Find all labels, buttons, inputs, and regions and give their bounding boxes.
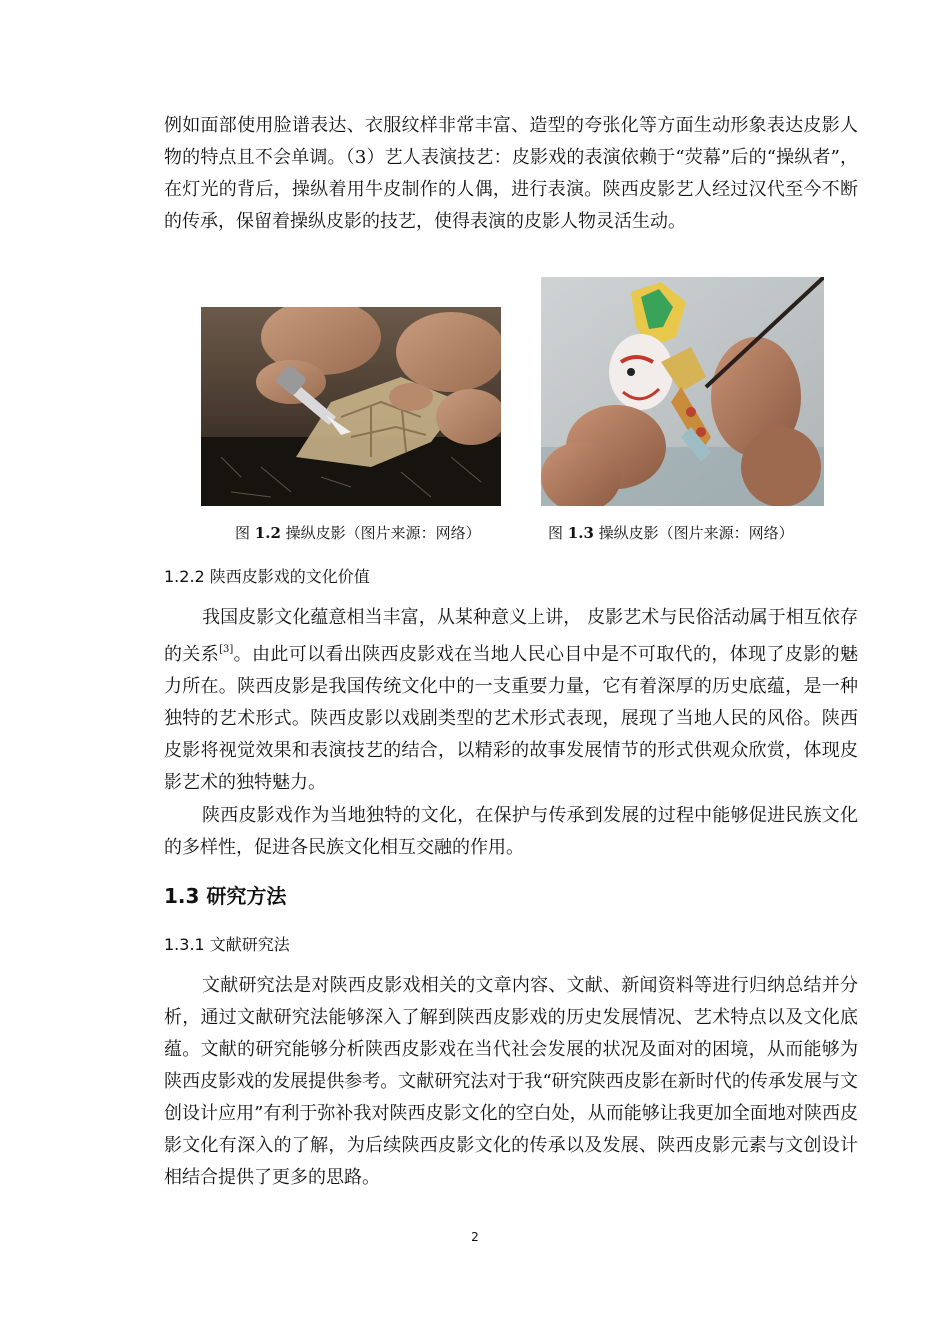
figure-1-3-caption	[548, 522, 794, 543]
figure-1-2-caption-prefix: 图	[235, 524, 255, 542]
figure-1-2-caption	[235, 522, 481, 543]
figure-1-2-caption-text: 操纵皮影（图片来源：网络）	[280, 524, 481, 542]
section-1-2-2-paragraph-2: 陕西皮影戏作为当地独特的文化，在保护与传承到发展的过程中能够促进民族文化的多样性，促进各民族文化相互交融的作用。	[164, 805, 858, 858]
figure-1-3-caption-text: 操纵皮影（图片来源：网络）	[593, 524, 794, 542]
section-1-2-2-text-b: 。由此可以看出陕西皮影戏在当地人民心目中是不可取代的，体现了皮影的魅力所在。陕西皮影是我国传统文化中的一支重要力量，它有着深厚的历史底蕴，是一种独特的艺术形式。陕西皮影以戏剧类型的艺术形式表现，展现了当地人民的风俗。陕西皮影将视觉效果和表演技艺的结合，以精彩的故事发展情节的形式供观众欣赏，体现皮影艺术的独特魅力。	[164, 644, 859, 793]
heading-1-3: 1.3 研究方法	[164, 884, 287, 908]
citation-3: [3]	[219, 644, 234, 655]
figure-1-3-image	[541, 277, 824, 506]
figure-1-3-caption-prefix: 图	[548, 524, 568, 542]
heading-1-3-1: 1.3.1 文献研究法	[164, 935, 290, 954]
figure-1-2-number: 1.2	[254, 524, 281, 542]
intro-paragraph: 例如面部使用脸谱表达、衣服纹样非常丰富、造型的夸张化等方面生动形象表达皮影人物的特点且不会单调。（3）艺人表演技艺：皮影戏的表演依赖于“荧幕”后的“操纵者”，在灯光的背后，操纵着用牛皮制作的人偶，进行表演。陕西皮影艺人经过汉代至今不断的传承，保留着操纵皮影的技艺，使得表演的皮影人物灵活生动。	[164, 115, 858, 232]
page-number: 2	[471, 1230, 479, 1244]
figure-1-2-image	[201, 307, 501, 506]
section-1-2-2-paragraph-1	[164, 602, 858, 799]
figure-1-3-number: 1.3	[567, 524, 594, 542]
section-1-2-2-text-a: 我国皮影文化蕴意相当丰富，从某种意义上讲， 皮影艺术与民俗活动属于相互依存的关系	[164, 607, 858, 665]
section-1-3-1-paragraph: 文献研究法是对陕西皮影戏相关的文章内容、文献、新闻资料等进行归纳总结并分析，通过文献研究法能够深入了解到陕西皮影戏的历史发展情况、艺术特点以及文化底蕴。文献的研究能够分析陕西皮影戏在当代社会发展的状况及面对的困境，从而能够为陕西皮影戏的发展提供参考。文献研究法对于我“研究陕西皮影在新时代的传承发展与文创设计应用”有利于弥补我对陕西皮影文化的空白处，从而能够让我更加全面地对陕西皮影文化有深入的了解，为后续陕西皮影文化的传承以及发展、陕西皮影元素与文创设计相结合提供了更多的思路。	[164, 975, 858, 1188]
heading-1-2-2: 1.2.2 陕西皮影戏的文化价值	[164, 567, 370, 586]
